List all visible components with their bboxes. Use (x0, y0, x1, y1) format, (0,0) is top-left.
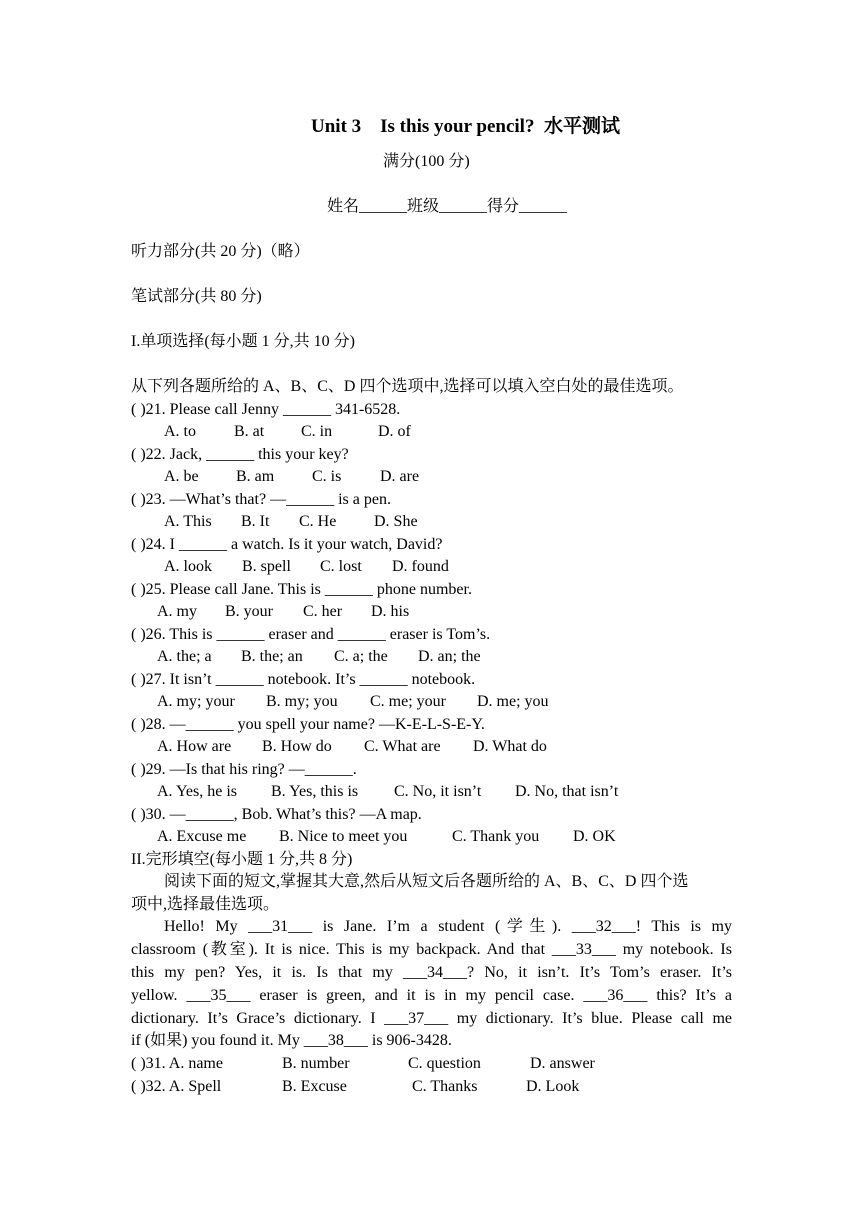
passage-line: if (如果) you found it. My ___38___ is 906-3428. (131, 1032, 452, 1049)
passage-line: this my pen? Yes, it is. Is that my ___34___? No, it isn’t. It’s Tom’s eraser. It’s (131, 964, 732, 981)
option-23b: B. It (241, 513, 270, 530)
option-26d: D. an; the (418, 648, 481, 665)
question-24: ( )24. I ______ a watch. Is it your watch, David? (131, 536, 443, 553)
question-25: ( )25. Please call Jane. This is ______ phone number. (131, 581, 472, 598)
option-30a: A. Excuse me (157, 828, 247, 845)
section2-instruction-line: 阅读下面的短文,掌握其大意,然后从短文后各题所给的 A、B、C、D 四个选 (164, 873, 689, 890)
option-21d: D. of (378, 423, 411, 440)
option-27a: A. my; your (157, 693, 235, 710)
passage-line: Hello! My ___31___ is Jane. I’m a student (学生). ___32___! This is my (164, 918, 732, 935)
passage-line: dictionary. It’s Grace’s dictionary. I ___37___ my dictionary. It’s blue. Please call me (131, 1010, 732, 1027)
option-27d: D. me; you (477, 693, 549, 710)
option-24c: C. lost (320, 558, 362, 575)
option-27c: C. me; your (370, 693, 446, 710)
full-score: 满分(100 分) (383, 153, 470, 170)
question-29: ( )29. —Is that his ring? —______. (131, 761, 357, 778)
option-22d: D. are (380, 468, 420, 485)
option-29b: B. Yes, this is (271, 783, 359, 800)
option-25d: D. his (371, 603, 410, 620)
option-28d: D. What do (473, 738, 547, 755)
question-21: ( )21. Please call Jenny ______ 341-6528. (131, 401, 401, 418)
option-32b: B. Excuse (282, 1078, 347, 1095)
option-26a: A. the; a (157, 648, 212, 665)
option-21a: A. to (164, 423, 196, 440)
option-21b: B. at (234, 423, 265, 440)
option-28a: A. How are (157, 738, 232, 755)
option-22a: A. be (164, 468, 199, 485)
option-25b: B. your (225, 603, 273, 620)
question-30: ( )30. —______, Bob. What’s this? —A map. (131, 806, 422, 823)
page-title: Unit 3 Is this your pencil? 水平测试 (311, 116, 620, 137)
option-29c: C. No, it isn’t (394, 783, 482, 800)
option-25a: A. my (157, 603, 197, 620)
section1-heading: I.单项选择(每小题 1 分,共 10 分) (131, 333, 355, 350)
option-32c: C. Thanks (412, 1078, 478, 1095)
question-22: ( )22. Jack, ______ this your key? (131, 446, 349, 463)
option-24b: B. spell (242, 558, 291, 575)
option-21c: C. in (301, 423, 333, 440)
option-27b: B. my; you (266, 693, 338, 710)
option-30c: C. Thank you (452, 828, 540, 845)
listening-part: 听力部分(共 20 分)（略） (131, 243, 310, 260)
passage-line: classroom (教室). It is nice. This is my backpack. And that ___33___ my notebook. Is (131, 941, 732, 958)
option-28c: C. What are (364, 738, 441, 755)
question-31: ( )31. A. name (131, 1055, 223, 1072)
option-29a: A. Yes, he is (157, 783, 238, 800)
option-23a: A. This (164, 513, 212, 530)
option-31b: B. number (282, 1055, 350, 1072)
question-23: ( )23. —What’s that? —______ is a pen. (131, 491, 391, 508)
written-part: 笔试部分(共 80 分) (131, 288, 262, 305)
option-22c: C. is (312, 468, 342, 485)
option-32d: D. Look (526, 1078, 580, 1095)
question-32: ( )32. A. Spell (131, 1078, 222, 1095)
option-30d: D. OK (573, 828, 616, 845)
section2-instruction-line: 项中,选择最佳选项。 (131, 896, 280, 913)
option-24a: A. look (164, 558, 212, 575)
passage-line: yellow. ___35___ eraser is green, and it is in my pencil case. ___36___ this? It’s a (131, 987, 732, 1004)
option-30b: B. Nice to meet you (279, 828, 408, 845)
option-23c: C. He (299, 513, 337, 530)
option-31c: C. question (408, 1055, 481, 1072)
option-29d: D. No, that isn’t (515, 783, 619, 800)
question-26: ( )26. This is ______ eraser and ______ eraser is Tom’s. (131, 626, 491, 643)
option-31d: D. answer (530, 1055, 595, 1072)
student-info: 姓名______班级______得分______ (327, 198, 568, 215)
question-27: ( )27. It isn’t ______ notebook. It’s ______ notebook. (131, 671, 476, 688)
option-28b: B. How do (262, 738, 332, 755)
option-24d: D. found (392, 558, 449, 575)
option-25c: C. her (303, 603, 343, 620)
option-23d: D. She (374, 513, 418, 530)
option-26c: C. a; the (334, 648, 388, 665)
section1-instruction: 从下列各题所给的 A、B、C、D 四个选项中,选择可以填入空白处的最佳选项。 (131, 378, 684, 395)
question-28: ( )28. —______ you spell your name? —K-E-L-S-E-Y. (131, 716, 485, 733)
section2-heading: II.完形填空(每小题 1 分,共 8 分) (131, 851, 353, 868)
option-26b: B. the; an (241, 648, 303, 665)
option-22b: B. am (236, 468, 275, 485)
